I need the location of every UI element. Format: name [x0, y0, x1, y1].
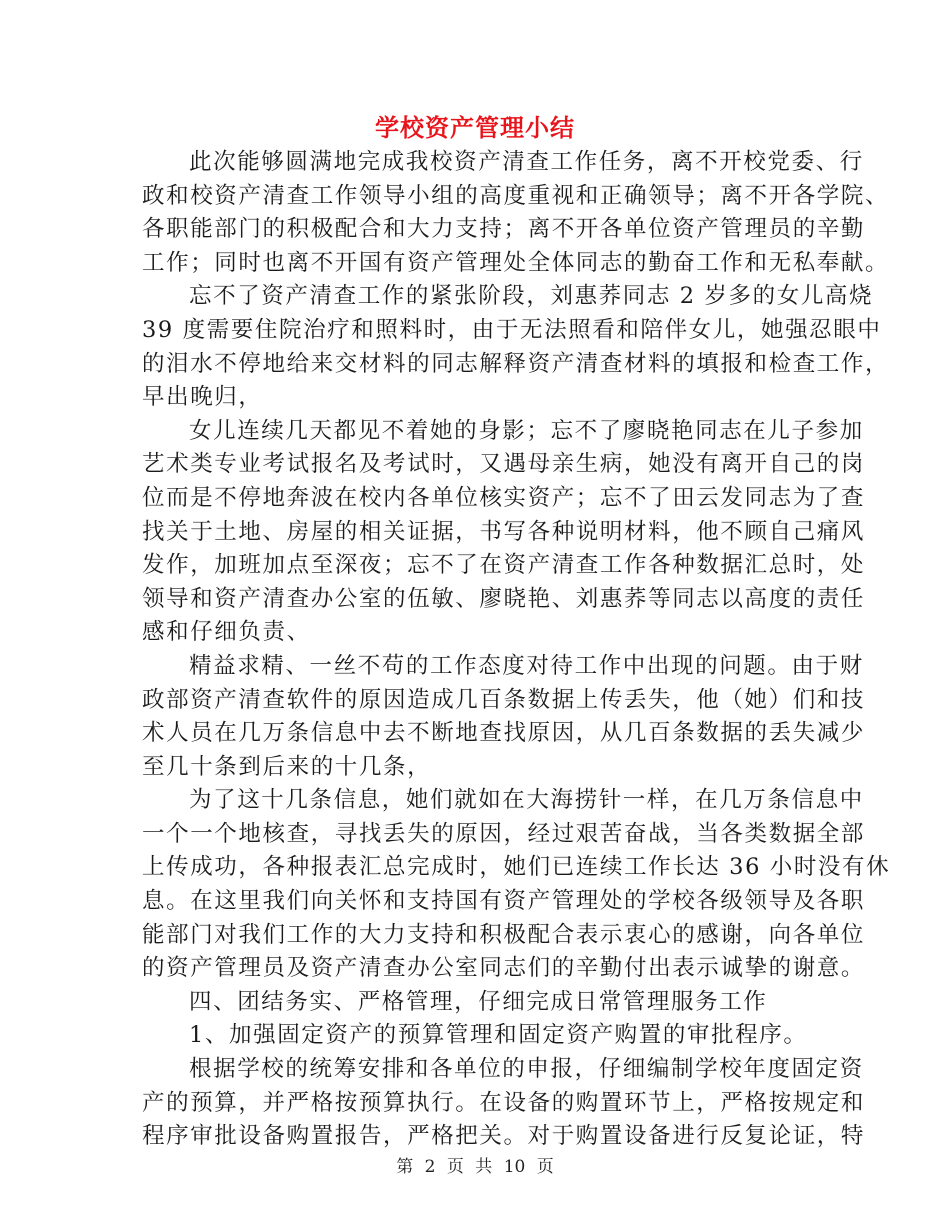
text-line: 产的预算，并严格按预算执行。在设备的购置环节上，严格按规定和 [142, 1089, 866, 1116]
text-line: 感和仔细负责、 [142, 619, 311, 646]
text-line: 至几十条到后来的十几条， [142, 753, 432, 780]
text-line: 此次能够圆满地完成我校资产清查工作任务，离不开校党委、行 [189, 149, 864, 175]
text-line: 的泪水不停地给来交材料的同志解释资产清查材料的填报和检查工作， [142, 350, 890, 377]
text-line: 政和校资产清查工作领导小组的高度重视和正确领导；离不开各学院、 [142, 182, 890, 209]
text-line: 一个一个地核查，寻找丢失的原因，经过艰苦奋战，当各类数据全部 [142, 820, 866, 847]
text-line: 39 度需要住院治疗和照料时，由于无法照看和陪伴女儿，她强忍眼中 [142, 316, 882, 343]
text-line: 的资产管理员及资产清查办公室同志们的辛勤付出表示诚挚的谢意。 [142, 955, 866, 982]
text-line: 术人员在几万条信息中去不断地查找原因，从几百条数据的丢失减少 [142, 720, 866, 747]
text-line: 根据学校的统筹安排和各单位的申报，仔细编制学校年度固定资 [189, 1056, 864, 1083]
text-line: 领导和资产清查办公室的伍敏、廖晓艳、刘惠荞等同志以高度的责任 [142, 585, 866, 612]
text-line: 四、团结务实、严格管理，仔细完成日常管理服务工作 [189, 988, 768, 1015]
text-line: 各职能部门的积极配合和大力支持；离不开各单位资产管理员的辛勤 [142, 216, 866, 243]
document-title: 学校资产管理小结 [375, 114, 575, 142]
text-line: 能部门对我们工作的大力支持和积极配合表示衷心的感谢，向各单位 [142, 921, 866, 948]
page-number-footer: 第 2 页 共 10 页 [396, 1157, 554, 1177]
text-line: 1、加强固定资产的预算管理和固定资产购置的审批程序。 [189, 1022, 808, 1049]
text-line: 忘不了资产清查工作的紧张阶段，刘惠荞同志 2 岁多的女儿高烧 [189, 283, 874, 310]
text-line: 艺术类专业考试报名及考试时，又遇母亲生病，她没有离开自己的岗 [142, 451, 866, 478]
text-line: 发作，加班加点至深夜；忘不了在资产清查工作各种数据汇总时，处 [142, 552, 866, 579]
text-line: 政部资产清查软件的原因造成几百条数据上传丢失，他（她）们和技 [142, 686, 866, 713]
text-line: 女儿连续几天都见不着她的身影；忘不了廖晓艳同志在儿子参加 [189, 417, 864, 444]
text-line: 为了这十几条信息，她们就如在大海捞针一样，在几万条信息中 [189, 787, 864, 814]
text-line: 精益求精、一丝不苟的工作态度对待工作中出现的问题。由于财 [189, 652, 864, 679]
text-line: 位而是不停地奔波在校内各单位核实资产；忘不了田云发同志为了查 [142, 484, 866, 511]
document-body [142, 146, 891, 1154]
text-line: 程序审批设备购置报告，严格把关。对于购置设备进行反复论证，特 [142, 1123, 866, 1150]
text-line: 找关于土地、房屋的相关证据，书写各种说明材料，他不顾自己痛风 [142, 518, 866, 545]
text-line: 早出晚归， [142, 384, 263, 411]
text-line: 上传成功，各种报表汇总完成时，她们已连续工作长达 36 小时没有休 [142, 854, 891, 881]
text-line: 息。在这里我们向关怀和支持国有资产管理处的学校各级领导及各职 [142, 888, 866, 915]
text-line: 工作；同时也离不开国有资产管理处全体同志的勤奋工作和无私奉献。 [142, 249, 890, 276]
